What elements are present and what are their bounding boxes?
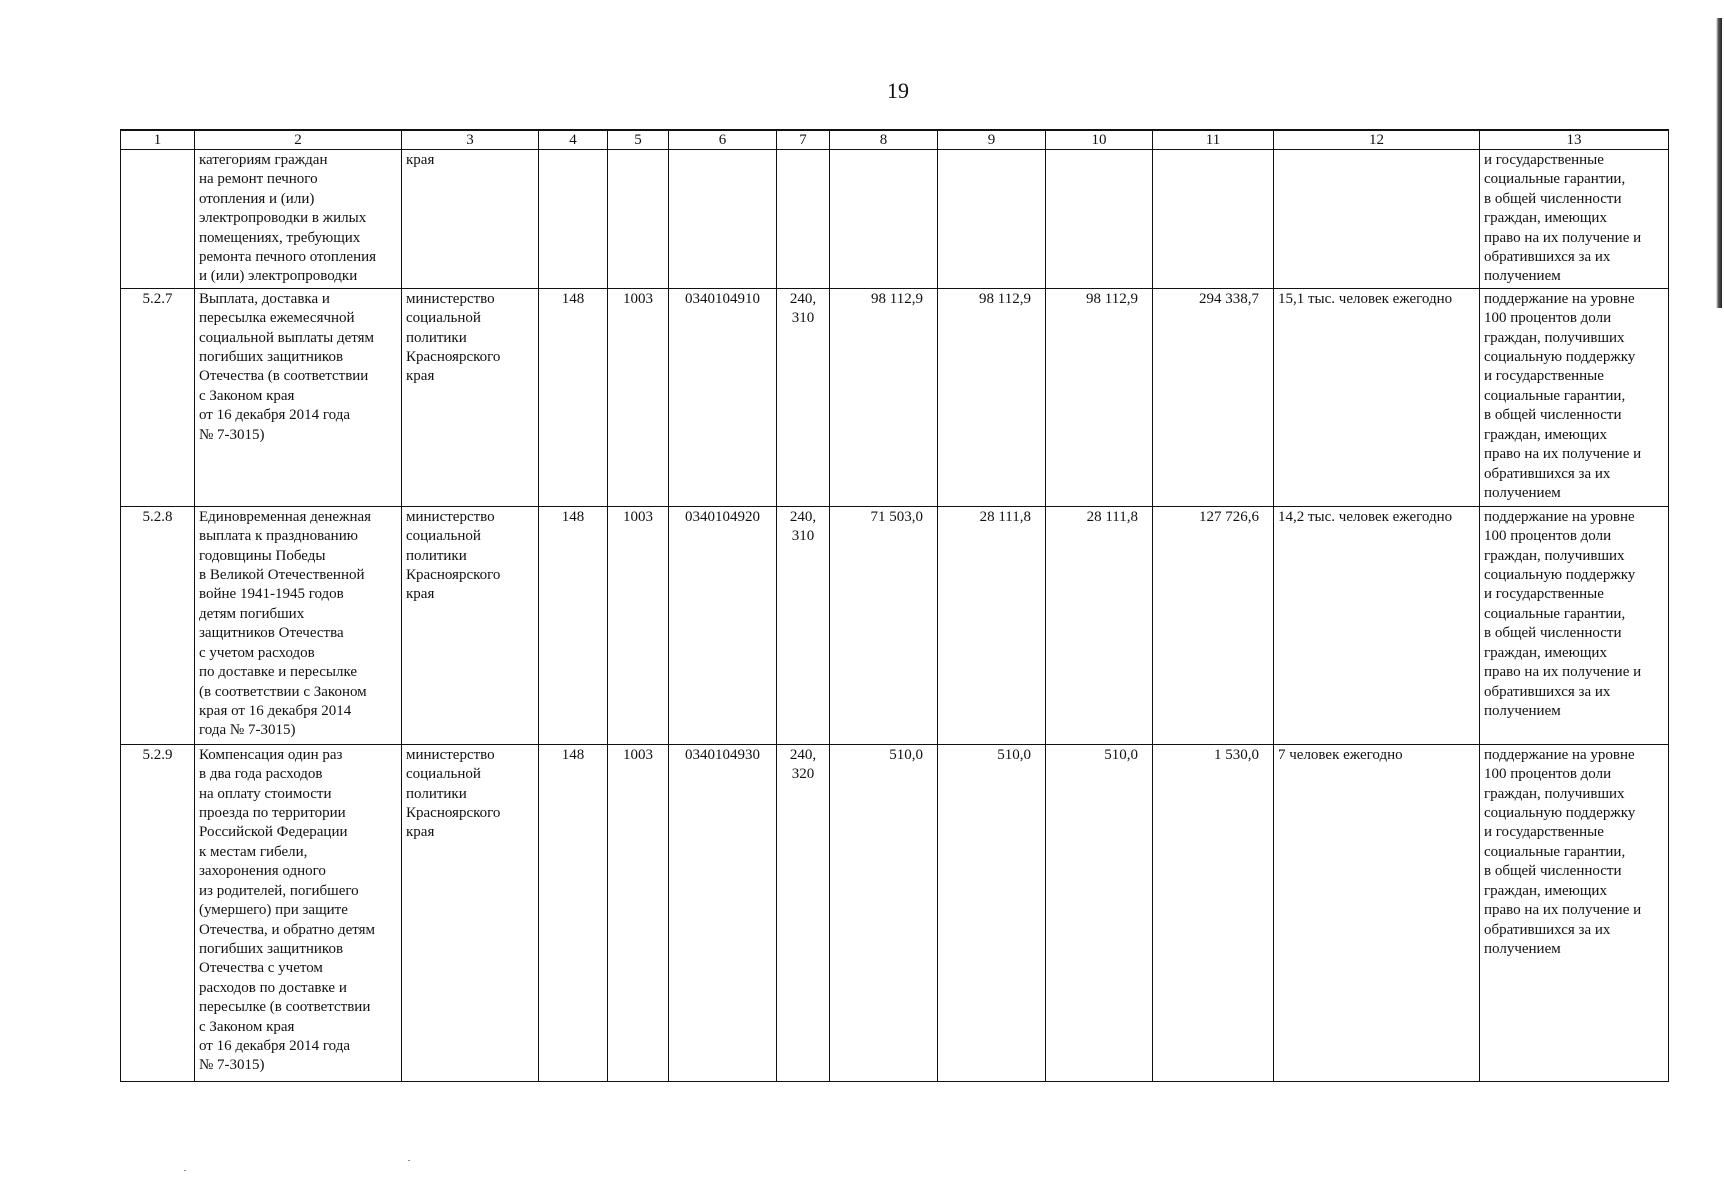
column-header: 11 [1153, 130, 1274, 150]
expected-result: 15,1 тыс. человек ежегодно [1274, 288, 1480, 506]
vr-code: 240, 320 [777, 744, 830, 1081]
vr-code [777, 150, 830, 289]
activity-name: Компенсация один раз в два года расходов на оплату стоимости проезда по территории Российской Федерации к местам гибели, захоронения одного из родителей, погибшего (умершего) при защите Отечества, и обратно детям погибших защитников Отечества с учетом расходов по доставке и пересылке (в соответствии с Законом края от 16 декабря 2014 года № 7-3015) [195, 744, 402, 1081]
target-indicator: и государственные социальные гарантии, в общей численности граждан, имеющих право на их получение и обратившихся за их получением [1480, 150, 1669, 289]
csr-code: 0340104920 [669, 506, 777, 744]
amount-year-2: 98 112,9 [938, 288, 1046, 506]
vr-code: 240, 310 [777, 506, 830, 744]
amount-total [1153, 150, 1274, 289]
column-header: 8 [830, 130, 938, 150]
column-header: 12 [1274, 130, 1480, 150]
vr-code: 240, 310 [777, 288, 830, 506]
table-row [121, 744, 1669, 1081]
column-header: 6 [669, 130, 777, 150]
column-header: 7 [777, 130, 830, 150]
scan-edge-shadow [1716, 18, 1722, 308]
column-header: 3 [402, 130, 539, 150]
rz-pr-code: 1003 [608, 744, 669, 1081]
amount-year-2: 28 111,8 [938, 506, 1046, 744]
amount-year-3: 98 112,9 [1046, 288, 1153, 506]
amount-year-1 [830, 150, 938, 289]
table-row [121, 506, 1669, 744]
target-indicator: поддержание на уровне 100 процентов доли граждан, получивших социальную поддержку и государственные социальные гарантии, в общей численности граждан, имеющих право на их получение и обратившихся за их получением [1480, 506, 1669, 744]
column-header: 5 [608, 130, 669, 150]
scan-speck [184, 1170, 186, 1171]
row-number: 5.2.8 [121, 506, 195, 744]
gr-bs-code: 148 [539, 288, 608, 506]
amount-total: 294 338,7 [1153, 288, 1274, 506]
rz-pr-code [608, 150, 669, 289]
csr-code [669, 150, 777, 289]
program-activities-table [120, 129, 1669, 1082]
expected-result [1274, 150, 1480, 289]
amount-year-3 [1046, 150, 1153, 289]
row-number [121, 150, 195, 289]
amount-total: 1 530,0 [1153, 744, 1274, 1081]
column-header: 10 [1046, 130, 1153, 150]
column-header: 9 [938, 130, 1046, 150]
activity-name: категориям граждан на ремонт печного отопления и (или) электропроводки в жилых помещениях, требующих ремонта печного отопления и (или) электропроводки [195, 150, 402, 289]
amount-year-1: 71 503,0 [830, 506, 938, 744]
executor: министерство социальной политики Красноярского края [402, 744, 539, 1081]
table-row [121, 150, 1669, 289]
target-indicator: поддержание на уровне 100 процентов доли граждан, получивших социальную поддержку и государственные социальные гарантии, в общей численности граждан, имеющих право на их получение и обратившихся за их получением [1480, 744, 1669, 1081]
csr-code: 0340104930 [669, 744, 777, 1081]
executor: министерство социальной политики Красноярского края [402, 506, 539, 744]
amount-total: 127 726,6 [1153, 506, 1274, 744]
column-header: 1 [121, 130, 195, 150]
page-number: 19 [887, 78, 909, 103]
csr-code: 0340104910 [669, 288, 777, 506]
amount-year-1: 98 112,9 [830, 288, 938, 506]
executor: края [402, 150, 539, 289]
amount-year-2 [938, 150, 1046, 289]
column-header: 2 [195, 130, 402, 150]
column-header: 4 [539, 130, 608, 150]
row-number: 5.2.7 [121, 288, 195, 506]
row-number: 5.2.9 [121, 744, 195, 1081]
executor: министерство социальной политики Красноярского края [402, 288, 539, 506]
gr-bs-code: 148 [539, 744, 608, 1081]
rz-pr-code: 1003 [608, 506, 669, 744]
expected-result: 7 человек ежегодно [1274, 744, 1480, 1081]
scan-speck [408, 1160, 410, 1161]
amount-year-1: 510,0 [830, 744, 938, 1081]
rz-pr-code: 1003 [608, 288, 669, 506]
column-header: 13 [1480, 130, 1669, 150]
table-row [121, 288, 1669, 506]
gr-bs-code [539, 150, 608, 289]
amount-year-3: 510,0 [1046, 744, 1153, 1081]
expected-result: 14,2 тыс. человек ежегодно [1274, 506, 1480, 744]
target-indicator: поддержание на уровне 100 процентов доли граждан, получивших социальную поддержку и государственные социальные гарантии, в общей численности граждан, имеющих право на их получение и обратившихся за их получением [1480, 288, 1669, 506]
amount-year-3: 28 111,8 [1046, 506, 1153, 744]
gr-bs-code: 148 [539, 506, 608, 744]
amount-year-2: 510,0 [938, 744, 1046, 1081]
column-number-row [121, 130, 1669, 150]
activity-name: Выплата, доставка и пересылка ежемесячной социальной выплаты детям погибших защитников Отечества (в соответствии с Законом края от 16 декабря 2014 года № 7-3015) [195, 288, 402, 506]
activity-name: Единовременная денежная выплата к празднованию годовщины Победы в Великой Отечественной войне 1941-1945 годов детям погибших защитников Отечества с учетом расходов по доставке и пересылке (в соответствии с Законом края от 16 декабря 2014 года № 7-3015) [195, 506, 402, 744]
